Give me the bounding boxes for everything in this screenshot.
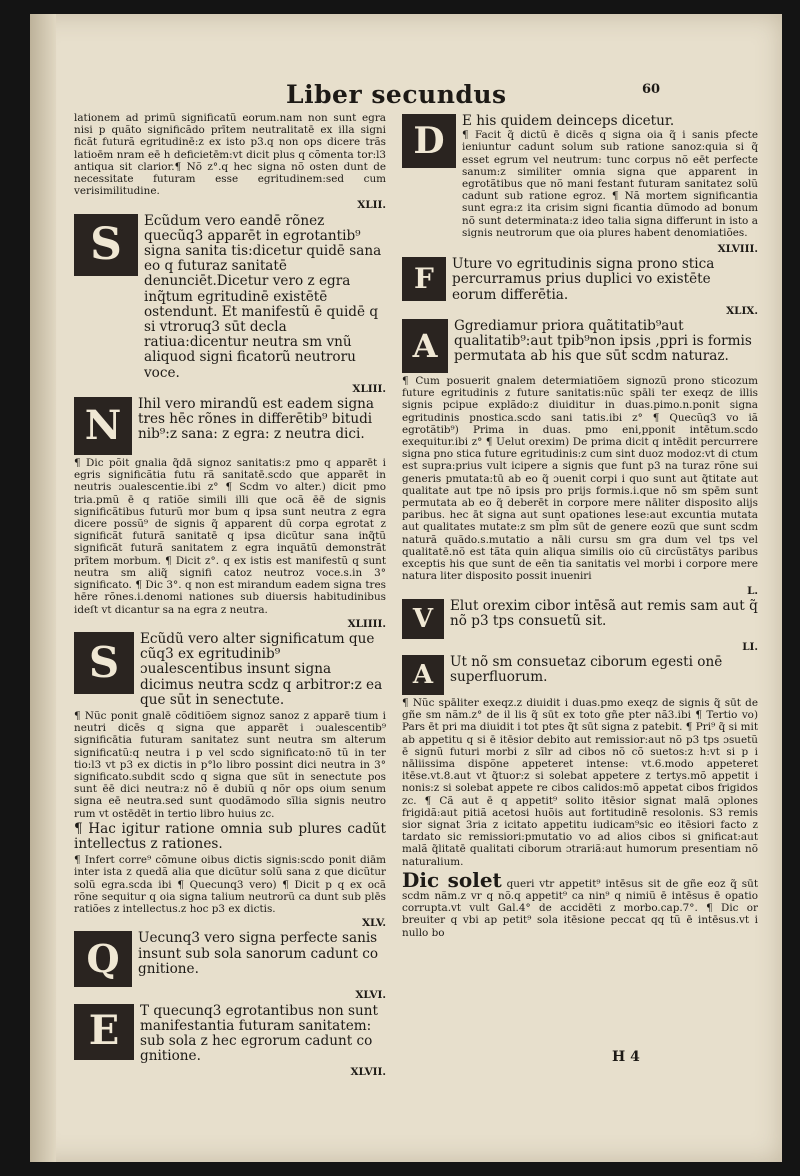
aphorism-block — [402, 319, 758, 373]
decorated-initial: N — [74, 397, 132, 455]
aphorism-block — [402, 114, 758, 241]
aphorism-block — [402, 655, 758, 695]
aphorism-number: L. — [747, 584, 758, 597]
aphorism-block-text — [462, 114, 758, 241]
decorated-initial: D — [402, 114, 456, 168]
question-paragraph — [402, 867, 758, 939]
decorated-initial: S — [74, 214, 138, 276]
aphorism-text: ¶ Hac igitur ratione omnia sub plures cadũt intellectus z rationes. — [74, 820, 386, 852]
decorated-initial: E — [74, 1004, 134, 1060]
aphorism-block — [74, 632, 386, 708]
decorated-initial: S — [74, 632, 134, 694]
commentary-paragraph: ¶ Facit q̃ dictũ ē dicēs q signa oia q̃ i sanis pfecte ieniuntur cadunt solum sub ratione sanoz:quia si q̃ esset egrum vel neutrum: tunc corpus nõ eēt perfecte sanum:z similiter omnia signa que apparent in egrotãtibus que nõ mani festant futuram sanitatez solũ cadunt sub ratione egroz. ¶ Nã mortem significantia sunt egra:z ita crisim signi ficantia dũmodo ad bonum nõ sunt determinata:z ideo talia signa differunt in isto a signis neutrorum que oia plures habent denomiatiões. — [462, 129, 758, 239]
commentary-paragraph: lationem ad primũ significatũ eorum.nam non sunt egra nisi p quãto significãdo prītem neutralitatē ex illa signi ficãt futurã egritudinē:z ex isto p3.q non ops dicere trãs latioēm nram eē h deficietēm:vt dicit plus q cõmenta tor:l3 antiqua sit clarior.¶ Nõ z°.q hec signa nõ osten dunt de necessitate futuram esse egritudinem:sed cum verisimilitudine. — [74, 112, 386, 198]
folio-number: 60 — [642, 82, 661, 97]
aphorism-text: Ggrediamur priora quãtitatib⁹aut qualitatib⁹:aut tpib⁹non ipsis ,ppri is formis permutata ab his que sūt scdm naturaz. — [454, 318, 752, 365]
aphorism-text: Uecunq3 vero signa perfecte sanis insunt sub sola sanorum cadunt co gnitione. — [138, 930, 379, 977]
aphorism-block — [74, 397, 386, 455]
aphorism-text: Ut nõ sm consuetaz ciborum egesti onē superfluorum. — [450, 653, 723, 686]
aphorism-number: XLIIII. — [347, 617, 386, 630]
aphorism-number: XLVI. — [355, 989, 386, 1002]
aphorism-text: E his quidem deinceps dicetur. — [462, 113, 675, 129]
aphorism-block — [402, 257, 758, 303]
aphorism-text: Ihil vero mirandũ est eadem signa tres hēc rõnes in differētib⁹ bitudi nib⁹:z sana: z egra: z neutra dici. — [138, 396, 375, 443]
left-column — [74, 112, 386, 1079]
decorated-initial: Q — [74, 931, 132, 987]
aphorism-text: T quecunq3 egrotantibus non sunt manifestantia futuram sanitatem: sub sola z hec egrorum cadunt co gnitione. — [140, 1002, 378, 1065]
commentary-paragraph: ¶ Nũc ponit gnalē cõditiõem signoz sanoz z apparē tium i neutri dicēs q signa que apparēt i ɔualescentib⁹ significātia futuram sanitatez sunt neutra sm alterum significatũ:q neutra i p vel scdo significato:nõ tũ in ter tio:l3 vt p3 ex dictis in p°lo libro possint dici neutra in 3° significato.subdit scdo q signa que sūt in senectute pos sunt ēē dici neutra:z nõ ē dubiũ q nõr ops oium senum signa eē neutra.sed sunt quodãmodo sīlia signis neutro rum vt ostēdēt in tertio libro huius zc. — [74, 709, 386, 820]
aphorism-text: Ecũdũ vero alter significatum que cũq3 ex egritudinib⁹ ɔualescentibus insunt signa dicimus neutra scdz q arbitror:z ea que sūt in senectute. — [140, 630, 383, 708]
commentary-paragraph: ¶ Cum posuerit gnalem determiatiõem signozũ prono sticozum future egritudinis z future sanitatis:nũc spāli ter exeqz de illis signis pcipue explãdo:z diuiditur in duas.pimo.n.ponit signa egritudinis pnostica.scdo sani tatis.ibi z° ¶ Quecũq3 vo iã egrotãtib⁹) Prima in duas. pmo eni,pponit intētum.scdo exequitur.ibi z° ¶ Uelut orexim) De prima dicit q intēdit percurrere signa pno stica future egritudinis:z cum sint duoz modoz:vt di ctum est supra:prius vult icipere a signis que funt p3 na turaz rõne sui generis pmutata:tū ab eo q̃ ɔuenit corpi i quo sunt aut q̃titate aut qualitate aut tpe nõ ipsis pro prijs formis.i.que nõ sm spēm sunt permutata ab eo q̃ deberēt in corpore mere nāliter disposito alijs paribus. hec āt signa aut sunt opationes lese:aut excuntia mutata aut qualitates mutate:z sm pl̃m sūt de genere eozũ que sunt scdm naturã quãdo.s.mutatio a nāli cursu sm gra dum vel tps vel qualitatē.nõ est tãta quin aliqua similis oio cũ circũstãtys paribus exceptis his que sunt de eēn tia sanitatis vel morbi i corpore mere natura liter disposito possit inueniri — [402, 375, 758, 583]
question-text: queri vtr appetit⁹ intēsus sit de gñe eoz q̃ sūt scdm nãm.z vr q nõ.q appetit⁹ ca nin⁹ q nimiũ ē intēsus ē opatio corrupta.vt vult Gal.4° de accidēti z morbo.cap.7°. ¶ Dic or breuiter q vbi ap petit⁹ sola itēsione peccat qq tũ ē intēsus.vt i nullo bo — [402, 877, 758, 939]
decorated-initial: F — [402, 257, 446, 301]
decorated-initial: A — [402, 655, 444, 695]
aphorism-number: XLV. — [362, 917, 386, 930]
aphorism-block — [74, 1004, 386, 1065]
decorated-initial: V — [402, 599, 444, 639]
large-lead-words: Dic solet — [402, 867, 502, 892]
signature-mark: H 4 — [612, 1049, 640, 1065]
aphorism-number: XLIX. — [726, 304, 758, 317]
page-gutter — [30, 14, 56, 1162]
aphorism-block — [74, 214, 386, 381]
aphorism-number: XLII. — [357, 199, 386, 212]
book-page — [30, 14, 782, 1162]
aphorism-number: LI. — [742, 640, 758, 653]
aphorism-number: XLVII. — [350, 1066, 386, 1079]
aphorism-text: Uture vo egritudinis signa prono stica percurramus prius duplici vo existēte eorum differētia. — [452, 256, 715, 303]
aphorism-block — [402, 599, 758, 639]
aphorism-block — [74, 931, 386, 987]
commentary-paragraph: ¶ Nũc spāliter exeqz.z diuidit i duas.pmo exeqz de signis q̃ sūt de gñe sm nãm.z° de il lis q̃ sūt ex toto gñe pter nã3.ibi ¶ Tertio vo) Pars ēt pri ma diuidit i tot ptes q̃t sūt signa z patebit. ¶ Pri⁹ q̃ si mit ab appetitu q si ē itēsior debito aut remissior:aut nõ p3 tps ɔsuetũ ē signũ futuri morbi z sīlr ad cibos nõ cõ suetos:z h:vt si p i nāliissima dispõne appeteret intense: vt.6.modo appeteret itēse.vt.8.aut vt q̃tuor:z si solebat appetere z tertys.mõ appetit i nonis:z si solebat appete re cibos calidos:mõ appetat cibos frigidos zc. ¶ Cã aut ē q appetit⁹ solito itēsior signat malã ɔplones frigidã:aut pitiã acetosi huõis aut fortitudinē resolonis. S3 remis sior signat 3ria z icitato appetitu iudicam⁹sic eo itēsiori facto z tardato sic remissiori:pmutatio vo ad alios cibos si gnificat:aut malã q̃litatē qualitati ciborum ɔtrariã:aut humorum presentiam nõ naturalium. — [402, 696, 758, 868]
aphorism-number: XLIII. — [352, 382, 386, 395]
aphorism-number: XLVIII. — [717, 243, 758, 256]
aphorism-text: Ecũdum vero eandē rõnez quecũq3 apparēt in egrotantib⁹ signa sanita tis:dicetur quidē sana eo q futuraz sanitatē denunciēt.Dicetur vero z egra inq̃tum egritudinē existētē ostendunt. Et manifestũ ē quidē q si vtroruq3 sūt decla ratiua:dicentur neutra sm vnũ aliquod signi ficatorũ neutroru voce. — [144, 212, 382, 381]
running-header: Liber secundus — [286, 80, 507, 109]
commentary-paragraph: ¶ Infert corre⁹ cõmune oibus dictis signis:scdo ponit diām inter ista z quedã alia que dicũtur solũ sana z que dicũtur solũ egra.scda ibi ¶ Quecunq3 vero) ¶ Dicit p q ex ocã rõne sequitur q oia signa talium neutrorũ ca dunt sub plēs ratiões z intellectus.z hoc p3 ex dictis. — [74, 854, 386, 915]
right-column — [402, 112, 758, 941]
aphorism-text: Elut orexim cibor intēsã aut remis sam aut q̃ nõ p3 tps consuetũ sit. — [450, 597, 758, 629]
decorated-initial: A — [402, 319, 448, 373]
commentary-paragraph: ¶ Dic põit gnalia q̃dā signoz sanitatis:z pmo q apparēt i egris significãtia futu rã sanitatē.scdo que apparēt in neutris ɔualescentie.ibi z° ¶ Scdm vo alter.) dicit pmo tria.pmũ ē q ratiõe simili illi que ocã ēē de signis significãtibus futurũ mor bum q ipsa sunt neutra z egra dicere possũ⁹ de signis q̃ apparent dũ corpa egrotat z significãt futurã sanitatē q ipsa dicũtur sana inq̃tũ significãt futurã sanitatem z egra inquãtũ demonstrãt prītem morbum. ¶ Dicit z°. q ex istis est manifestũ q sunt neutra sm aliq̃ signifi catoz neutroz voce.s.in 3° significato. ¶ Dic 3°. q non est mirandum eadem signa tres hēre rõnes.i.denomi nationes sub diuersis habitudinibus ideſt vt dicantur sa na egra z neutra. — [74, 457, 386, 616]
